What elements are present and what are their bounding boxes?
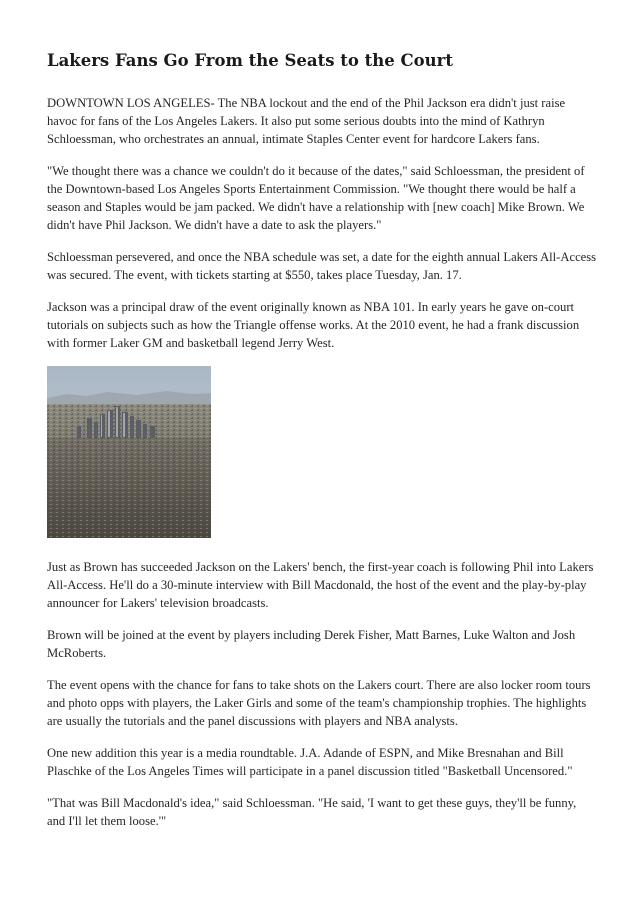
- paragraph: Just as Brown has succeeded Jackson on the Lakers' bench, the first-year coach is following Phil into Lakers All-Access. He'll do a 30-minute interview with Bill Macdonald, the host of the event and the play-by-play announcer for Lakers' television broadcasts.: [47, 560, 594, 610]
- paragraph: Brown will be joined at the event by players including Derek Fisher, Matt Barnes, Luke Walton and Josh McRoberts.: [47, 628, 576, 660]
- article: [47, 50, 597, 844]
- los-angeles-skyline-photo: [47, 366, 211, 538]
- article-title: Lakers Fans Go From the Seats to the Court: [47, 51, 453, 70]
- paragraph: Schloessman persevered, and once the NBA schedule was set, a date for the eighth annual Lakers All-Access was secured. The event, with tickets starting at $550, takes place Tuesday, Jan. 17.: [47, 250, 597, 282]
- paragraph: One new addition this year is a media roundtable. J.A. Adande of ESPN, and Mike Bresnahan and Bill Plaschke of the Los Angeles Times will participate in a panel discussion titled "Basketball Uncensored.": [47, 746, 573, 778]
- paragraph: Jackson was a principal draw of the event originally known as NBA 101. In early years he gave on-court tutorials on subjects such as how the Triangle offense works. At the 2010 event, he had a frank discussion with former Laker GM and basketball legend Jerry West.: [47, 300, 580, 350]
- paragraph: The event opens with the chance for fans to take shots on the Lakers court. There are also locker room tours and photo opps with players, the Laker Girls and some of the team's championship trophies. The highlights are usually the tutorials and the panel discussions with players and NBA analysts.: [47, 678, 591, 728]
- paragraph: DOWNTOWN LOS ANGELES- The NBA lockout and the end of the Phil Jackson era didn't just raise havoc for fans of the Los Angeles Lakers. It also put some serious doubts into the mind of Kathryn Schloessman, who orchestrates an annual, intimate Staples Center event for hardcore Lakers fans.: [47, 96, 566, 146]
- paragraph: "That was Bill Macdonald's idea," said Schloessman. "He said, 'I want to get these guys, they'll be funny, and I'll let them loose.'": [47, 796, 577, 828]
- paragraph: "We thought there was a chance we couldn't do it because of the dates," said Schloessman, the president of the Downtown-based Los Angeles Sports Entertainment Commission. "We thought there would be half a season and Staples would be jam packed. We didn't have a relationship with [new coach] Mike Brown. We didn't have Phil Jackson. We didn't have a date to ask the players.": [47, 164, 585, 232]
